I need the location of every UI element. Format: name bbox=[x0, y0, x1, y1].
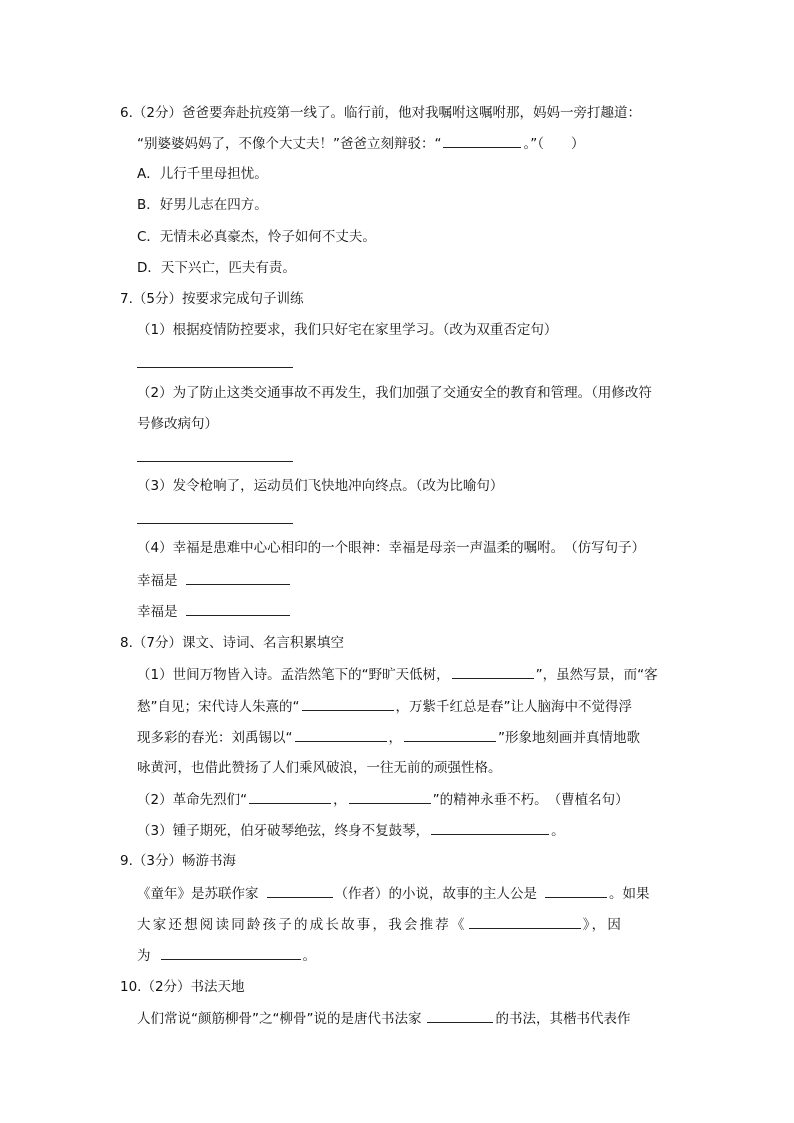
q7-imitate-1 bbox=[137, 570, 292, 591]
q7-sentence-2-line2: 号修改病句） bbox=[137, 416, 218, 432]
q7-imitate-2 bbox=[137, 601, 292, 622]
q9-title: 9.（3分）畅游书海 bbox=[120, 853, 236, 869]
q6-answer-blank[interactable] bbox=[443, 133, 521, 148]
q9-text-c: 。如果 bbox=[609, 886, 650, 902]
q8-blank-4[interactable] bbox=[404, 727, 496, 742]
q10-calligrapher-blank[interactable] bbox=[427, 1008, 493, 1023]
q7-answer-line-3[interactable] bbox=[137, 523, 293, 524]
q8-p1-text-f: ， bbox=[388, 730, 402, 746]
q7-answer-line-2[interactable] bbox=[137, 461, 293, 462]
q8-part1-line2 bbox=[137, 696, 632, 717]
q9-line2 bbox=[137, 914, 623, 935]
q10-text-b: 的书法，其楷书代表作 bbox=[495, 1011, 631, 1027]
q7-sentence-4: （4）幸福是患难中心心相印的一个眼神：幸福是母亲一声温柔的嘱咐。 （仿写句子） bbox=[137, 540, 646, 556]
q9-text-a: 《童年》是苏联作家 bbox=[137, 886, 259, 902]
q7-sentence-2-line1: （2）为了防止这类交通事故不再发生，我们加强了交通安全的教育和管理。（用修改符 bbox=[137, 385, 652, 401]
q7-title: 7.（5分）按要求完成句子训练 bbox=[120, 291, 304, 307]
q9-protagonist-blank[interactable] bbox=[545, 883, 607, 898]
q6-line2-text: “别婆婆妈妈了，不像个大丈夫！”爸爸立刻辩驳：“ bbox=[137, 136, 442, 152]
q8-p1-text-b: ”，虽然写景，而“客 bbox=[535, 667, 658, 683]
q8-p3-text-b: 。 bbox=[551, 823, 565, 839]
q9-text-f: 为 bbox=[137, 948, 151, 964]
q8-blank-7[interactable] bbox=[431, 820, 549, 835]
q8-blank-1[interactable] bbox=[452, 664, 534, 679]
q8-part1-line4: 咏黄河，也借此赞扬了人们乘风破浪，一往无前的顽强性格。 bbox=[137, 760, 502, 776]
q9-line3 bbox=[137, 945, 316, 966]
q9-text-g: 。 bbox=[302, 948, 316, 964]
q7-imitate-blank-2[interactable] bbox=[186, 601, 290, 616]
q10-line1 bbox=[137, 1008, 630, 1029]
q8-p1-text-c: 愁”自见；宋代诗人朱熹的“ bbox=[137, 699, 300, 715]
q8-blank-2[interactable] bbox=[302, 696, 394, 711]
q8-p1-text-g: ”形象地刻画并真情地歌 bbox=[498, 730, 640, 746]
q8-p1-text-d: ，万紫千红总是春”让人脑海中不觉得浮 bbox=[395, 699, 632, 715]
q6-option-d[interactable]: D．天下兴亡，匹夫有责。 bbox=[137, 260, 296, 276]
q8-p1-text-e: 现多彩的春光：刘禹锡以“ bbox=[137, 730, 293, 746]
q7-imitate-1-label: 幸福是 bbox=[137, 573, 178, 589]
q6-option-c[interactable]: C．无情未必真豪杰，怜子如何不丈夫。 bbox=[137, 229, 376, 245]
q9-text-b: （作者）的小说，故事的主人公是 bbox=[334, 886, 537, 902]
q8-part1-line1 bbox=[137, 664, 658, 685]
q7-sentence-1: （1）根据疫情防控要求，我们只好宅在家里学习。（改为双重否定句） bbox=[137, 322, 558, 338]
q8-p2-text-b: ， bbox=[333, 792, 347, 808]
q9-book-blank[interactable] bbox=[469, 914, 581, 929]
q8-p2-text-c: ”的精神永垂不朽。 （曹植名句） bbox=[432, 792, 629, 808]
q7-answer-line-1[interactable] bbox=[137, 367, 293, 368]
q8-p3-text-a: （3）锺子期死，伯牙破琴绝弦，终身不复鼓琴， bbox=[137, 823, 430, 839]
q8-part2 bbox=[137, 789, 629, 810]
q8-p1-text-a: （1）世间万物皆入诗。孟浩然笔下的“野旷天低树， bbox=[137, 667, 450, 683]
q8-p2-text-a: （2）革命先烈们“ bbox=[137, 792, 248, 808]
q9-text-d: 大家还想阅读同龄孩子的成长故事，我会推荐《 bbox=[137, 917, 467, 933]
q9-reason-blank[interactable] bbox=[161, 945, 301, 960]
q6-option-a[interactable]: A．儿行千里母担忧。 bbox=[137, 166, 268, 182]
q8-blank-5[interactable] bbox=[249, 789, 331, 804]
q8-blank-3[interactable] bbox=[295, 727, 387, 742]
q9-text-e: 》，因 bbox=[582, 917, 624, 933]
q7-imitate-2-label: 幸福是 bbox=[137, 604, 178, 620]
q10-text-a: 人们常说“颜筋柳骨”之“柳骨”说的是唐代书法家 bbox=[137, 1011, 422, 1027]
q6-option-b[interactable]: B．好男儿志在四方。 bbox=[137, 197, 268, 213]
q8-part1-line3 bbox=[137, 727, 640, 748]
q10-title: 10.（2分）书法天地 bbox=[120, 979, 245, 995]
q8-part3 bbox=[137, 820, 565, 841]
q8-title: 8.（7分）课文、诗词、名言积累填空 bbox=[120, 635, 344, 651]
q6-line1: 6.（2分）爸爸要奔赴抗疫第一线了。临行前，他对我嘱咐这嘱咐那，妈妈一旁打趣道： bbox=[120, 105, 641, 121]
q6-line2-end: 。”（ ） bbox=[523, 136, 585, 152]
q9-line1 bbox=[137, 883, 650, 904]
q7-imitate-blank-1[interactable] bbox=[186, 570, 290, 585]
q9-author-blank[interactable] bbox=[267, 883, 333, 898]
q6-line2 bbox=[137, 133, 584, 154]
q8-blank-6[interactable] bbox=[349, 789, 431, 804]
q7-sentence-3: （3）发令枪响了，运动员们飞快地冲向终点。（改为比喻句） bbox=[137, 478, 504, 494]
